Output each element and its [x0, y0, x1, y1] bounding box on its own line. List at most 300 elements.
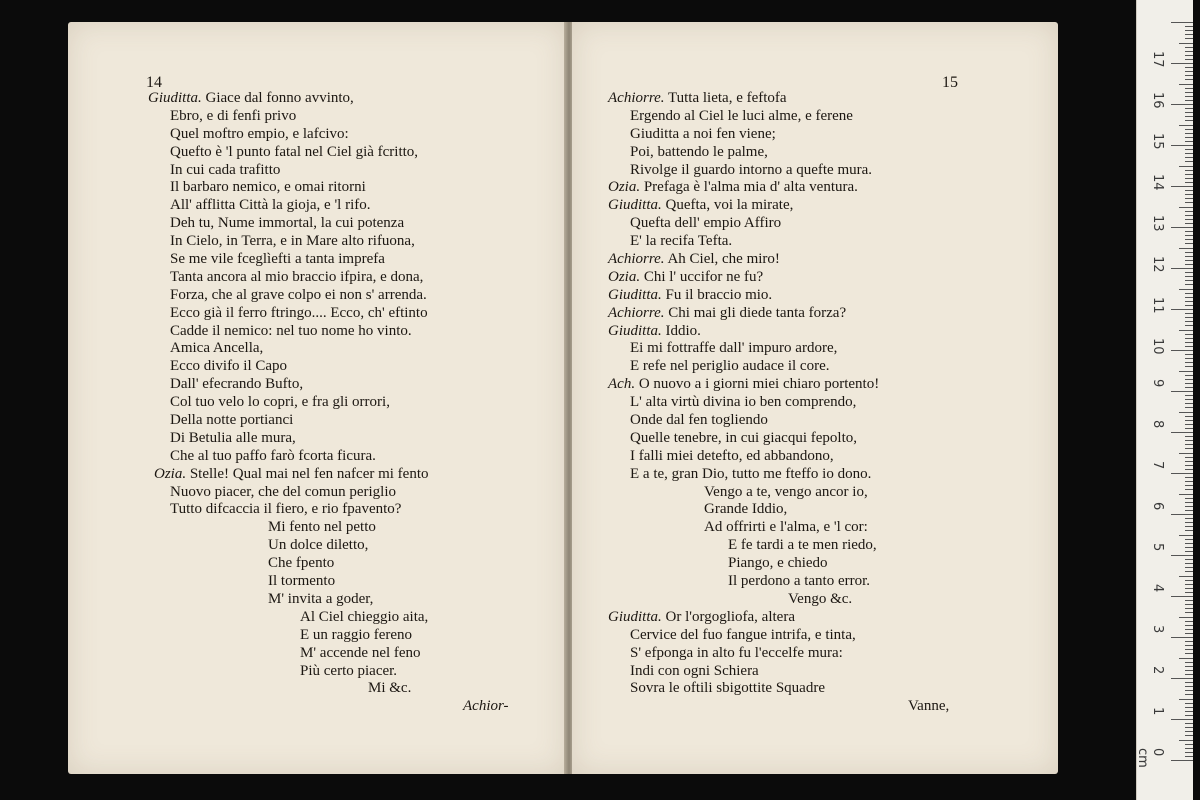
ruler-tick — [1185, 153, 1193, 154]
ruler-tick — [1185, 305, 1193, 306]
ruler-tick — [1185, 88, 1193, 89]
text-line — [148, 555, 509, 573]
ruler-tick — [1179, 494, 1193, 495]
line-text: Mi &c. — [368, 680, 412, 697]
ruler-tick — [1185, 633, 1193, 634]
ruler-tick — [1179, 43, 1193, 44]
ruler-tick — [1185, 215, 1193, 216]
ruler-tick — [1185, 510, 1193, 511]
ruler-tick — [1185, 502, 1193, 503]
line-text: Poi, battendo le palme, — [630, 143, 768, 160]
text-line — [608, 376, 949, 394]
ruler-tick — [1185, 440, 1193, 441]
text-line — [148, 179, 509, 197]
line-text: In Cielo, in Terra, e in Mare alto rifuona, — [170, 233, 415, 250]
line-text: Grande Iddio, — [704, 501, 788, 518]
ruler-tick — [1171, 63, 1193, 64]
line-text: Che al tuo paffo farò fcorta ficura. — [170, 447, 376, 464]
line-text: Ad offrirti e l'alma, e 'l cor: — [704, 519, 868, 536]
speaker-name: Giuditta. — [608, 286, 662, 303]
line-text: Ecco già il ferro ftringo.... Ecco, ch' eftinto — [170, 304, 428, 321]
speaker-name: Ozia. — [608, 268, 641, 285]
text-line — [608, 448, 949, 466]
ruler-tick — [1185, 96, 1193, 97]
ruler-label: 4 — [1150, 584, 1165, 593]
ruler-tick — [1171, 350, 1193, 351]
ruler-tick — [1185, 194, 1193, 195]
ruler-tick — [1185, 30, 1193, 31]
ruler-tick — [1185, 137, 1193, 138]
ruler-tick — [1185, 592, 1193, 593]
ruler-label: 14 — [1150, 174, 1165, 191]
ruler-tick — [1179, 289, 1193, 290]
line-text: Vengo &c. — [788, 590, 853, 607]
ruler-tick — [1185, 612, 1193, 613]
text-line — [608, 591, 949, 609]
ruler-tick — [1185, 55, 1193, 56]
speaker-name: Achiorre. — [608, 90, 665, 106]
ruler-tick — [1179, 699, 1193, 700]
line-text: Quelle tenebre, in cui giacqui fepolto, — [630, 429, 857, 446]
ruler-tick — [1185, 108, 1193, 109]
line-text: Dall' efecrando Bufto, — [170, 376, 304, 393]
line-text: Tanta ancora al mio braccio ifpira, e dona, — [170, 268, 424, 285]
ruler-tick — [1185, 645, 1193, 646]
text-line — [608, 358, 949, 376]
ruler-tick — [1185, 604, 1193, 605]
text-line — [608, 269, 949, 287]
ruler-tick — [1185, 653, 1193, 654]
ruler-tick — [1185, 457, 1193, 458]
ruler-tick — [1185, 301, 1193, 302]
line-text: Quel moftro empio, e lafcivo: — [170, 125, 349, 142]
ruler-tick — [1171, 760, 1193, 761]
line-text: Ecco divifo il Capo — [170, 358, 288, 375]
line-text: Un dolce diletto, — [268, 537, 369, 554]
line-text: Il barbaro nemico, e omai ritorni — [170, 179, 366, 196]
ruler-tick — [1185, 744, 1193, 745]
ruler-tick — [1185, 342, 1193, 343]
ruler-tick — [1185, 235, 1193, 236]
line-text: Il tormento — [268, 573, 336, 590]
text-line — [148, 466, 509, 484]
ruler-tick — [1185, 723, 1193, 724]
ruler-tick — [1185, 141, 1193, 142]
ruler-tick — [1185, 317, 1193, 318]
ruler-tick — [1185, 436, 1193, 437]
ruler-tick — [1185, 690, 1193, 691]
ruler-tick — [1185, 731, 1193, 732]
ruler-tick — [1185, 211, 1193, 212]
ruler-tick — [1185, 51, 1193, 52]
ruler-tick — [1185, 481, 1193, 482]
ruler-tick — [1185, 198, 1193, 199]
ruler-tick — [1171, 22, 1193, 23]
ruler-tick — [1171, 432, 1193, 433]
ruler-tick — [1185, 260, 1193, 261]
text-line — [148, 358, 509, 376]
line-text: Vengo a te, vengo ancor io, — [704, 483, 868, 500]
text-line — [148, 126, 509, 144]
ruler-tick — [1185, 325, 1193, 326]
ruler-tick — [1185, 506, 1193, 507]
ruler-tick — [1185, 379, 1193, 380]
ruler-tick — [1185, 485, 1193, 486]
text-line — [608, 501, 949, 519]
ruler-tick — [1185, 547, 1193, 548]
ruler-tick — [1179, 330, 1193, 331]
line-text: Chi mai gli diede tanta forza? — [664, 304, 847, 321]
ruler-tick — [1185, 407, 1193, 408]
page-number-left: 14 — [146, 74, 162, 91]
line-text: Quefta dell' empio Affiro — [630, 215, 782, 232]
line-text: E refe nel periglio audace il core. — [630, 358, 830, 375]
ruler-tick — [1185, 444, 1193, 445]
ruler-tick — [1185, 588, 1193, 589]
ruler-tick — [1179, 412, 1193, 413]
speaker-name: Giuditta. — [608, 197, 662, 214]
text-line — [608, 484, 949, 502]
page-number-right: 15 — [942, 74, 958, 91]
text-line — [148, 90, 509, 108]
line-text: Il perdono a tanto error. — [728, 573, 871, 590]
ruler-tick — [1179, 371, 1193, 372]
text-line — [148, 501, 509, 519]
line-text: I falli miei detefto, ed abbandono, — [630, 447, 834, 464]
ruler-tick — [1179, 453, 1193, 454]
text-line — [608, 466, 949, 484]
speaker-name: Ozia. — [154, 465, 187, 482]
line-text: M' invita a goder, — [268, 590, 374, 607]
ruler-tick — [1185, 178, 1193, 179]
text-line — [148, 591, 509, 609]
ruler-tick — [1171, 637, 1193, 638]
text-line — [148, 376, 509, 394]
ruler-tick — [1185, 231, 1193, 232]
ruler-tick — [1185, 584, 1193, 585]
text-line — [608, 394, 949, 412]
ruler-tick — [1185, 92, 1193, 93]
ruler-tick — [1185, 559, 1193, 560]
ruler-tick — [1185, 202, 1193, 203]
ruler-tick — [1171, 473, 1193, 474]
ruler-tick — [1179, 658, 1193, 659]
ruler-tick — [1185, 346, 1193, 347]
text-line — [608, 162, 949, 180]
ruler-tick — [1185, 223, 1193, 224]
text-line — [608, 90, 949, 108]
text-line — [148, 287, 509, 305]
ruler-tick — [1185, 448, 1193, 449]
text-line — [608, 609, 949, 627]
line-text: Fu il braccio mio. — [661, 286, 773, 303]
ruler-tick — [1185, 756, 1193, 757]
ruler-tick — [1185, 403, 1193, 404]
text-line — [608, 179, 949, 197]
ruler-tick — [1185, 543, 1193, 544]
ruler-tick — [1185, 694, 1193, 695]
ruler-label: 16 — [1150, 92, 1165, 109]
speaker-name: Ach. — [608, 376, 636, 393]
text-line — [148, 108, 509, 126]
speaker-name: Giuditta. — [608, 322, 662, 339]
line-text: Quefta, voi la mirate, — [661, 197, 794, 214]
ruler-tick — [1185, 133, 1193, 134]
text-line — [148, 519, 509, 537]
ruler-tick — [1185, 416, 1193, 417]
right-page-text — [608, 90, 949, 716]
ruler-tick — [1185, 366, 1193, 367]
line-text: Amica Ancella, — [170, 340, 264, 357]
ruler-tick — [1185, 674, 1193, 675]
ruler-tick — [1185, 67, 1193, 68]
line-text: E a te, gran Dio, tutto me fteffo io dono. — [630, 465, 872, 482]
line-text: Ah Ciel, che miro! — [664, 251, 780, 268]
speaker-name: Giuditta. — [608, 608, 662, 625]
ruler-tick — [1185, 629, 1193, 630]
text-line — [608, 680, 949, 698]
ruler-tick — [1185, 670, 1193, 671]
line-text: Chi l' uccifor ne fu? — [640, 268, 764, 285]
line-text: Quefto è 'l punto fatal nel Ciel già fcritto, — [170, 143, 419, 160]
ruler-tick — [1185, 190, 1193, 191]
text-line — [148, 233, 509, 251]
ruler-tick — [1185, 522, 1193, 523]
text-line — [608, 287, 949, 305]
ruler-tick — [1185, 157, 1193, 158]
ruler-tick — [1185, 280, 1193, 281]
ruler-tick — [1171, 104, 1193, 105]
ruler-tick — [1179, 248, 1193, 249]
ruler-tick — [1185, 735, 1193, 736]
text-line — [148, 251, 509, 269]
ruler-label: 12 — [1150, 256, 1165, 273]
text-line — [148, 162, 509, 180]
ruler-tick — [1171, 309, 1193, 310]
ruler-tick — [1185, 420, 1193, 421]
ruler-label: 13 — [1150, 215, 1165, 232]
ruler-tick — [1185, 149, 1193, 150]
line-text: Ei mi fottraffe dall' impuro ardore, — [630, 340, 838, 357]
text-line — [608, 108, 949, 126]
line-text: Ergendo al Ciel le luci alme, e ferene — [630, 107, 853, 124]
ruler-tick — [1185, 59, 1193, 60]
ruler-tick — [1185, 469, 1193, 470]
text-line — [608, 323, 949, 341]
line-text: Tutto difcaccia il fiero, e rio fpavento? — [170, 501, 402, 518]
text-line — [148, 645, 509, 663]
ruler-label: 5 — [1150, 543, 1165, 552]
text-line — [148, 537, 509, 555]
ruler-tick — [1179, 535, 1193, 536]
ruler-tick — [1185, 243, 1193, 244]
ruler-tick — [1185, 571, 1193, 572]
ruler-tick — [1185, 395, 1193, 396]
ruler-tick — [1185, 182, 1193, 183]
ruler-tick — [1179, 207, 1193, 208]
line-text: Sovra le oftili sbigottite Squadre — [630, 680, 825, 697]
ruler-tick — [1171, 678, 1193, 679]
ruler-tick — [1171, 145, 1193, 146]
ruler-label: 1 — [1150, 707, 1165, 716]
ruler-tick — [1185, 641, 1193, 642]
ruler-tick — [1185, 362, 1193, 363]
text-line — [608, 144, 949, 162]
ruler-tick — [1185, 120, 1193, 121]
ruler-tick — [1185, 75, 1193, 76]
line-text: Che fpento — [268, 555, 335, 572]
text-line — [148, 412, 509, 430]
ruler-tick — [1185, 600, 1193, 601]
ruler-label: 2 — [1150, 666, 1165, 675]
catchword: Achior- — [463, 698, 509, 715]
text-line — [608, 663, 949, 681]
ruler-tick — [1185, 375, 1193, 376]
ruler-tick — [1185, 715, 1193, 716]
line-text: Deh tu, Nume immortal, la cui potenza — [170, 215, 405, 232]
ruler-tick — [1185, 649, 1193, 650]
ruler-tick — [1185, 358, 1193, 359]
text-line — [608, 537, 949, 555]
text-line — [608, 573, 949, 591]
ruler-tick — [1171, 555, 1193, 556]
text-line — [148, 394, 509, 412]
ruler-tick — [1185, 580, 1193, 581]
line-text: Giace dal fonno avvinto, — [201, 90, 354, 106]
ruler-tick — [1179, 166, 1193, 167]
ruler-label: 10 — [1150, 338, 1165, 355]
line-text: Stelle! Qual mai nel fen nafcer mi fento — [186, 465, 429, 482]
ruler-tick — [1171, 596, 1193, 597]
text-line — [148, 144, 509, 162]
text-line — [608, 215, 949, 233]
ruler-tick — [1185, 563, 1193, 564]
ruler-tick — [1185, 424, 1193, 425]
text-line — [148, 269, 509, 287]
ruler-tick — [1185, 129, 1193, 130]
text-line — [148, 215, 509, 233]
ruler-label: 9 — [1150, 379, 1165, 388]
ruler-tick — [1185, 711, 1193, 712]
line-text: O nuovo a i giorni miei chiaro portento! — [635, 376, 880, 393]
ruler-tick — [1171, 186, 1193, 187]
ruler-label: 3 — [1150, 625, 1165, 634]
ruler-tick — [1185, 338, 1193, 339]
line-text: Piango, e chiedo — [728, 555, 828, 572]
ruler-tick — [1185, 71, 1193, 72]
speaker-name: Giuditta. — [148, 90, 202, 106]
speaker-name: Ozia. — [608, 179, 641, 196]
ruler-tick — [1171, 514, 1193, 515]
ruler-tick — [1185, 252, 1193, 253]
right-page — [572, 22, 1058, 774]
ruler-label: 8 — [1150, 420, 1165, 429]
ruler-tick — [1185, 284, 1193, 285]
ruler-tick — [1185, 686, 1193, 687]
text-line — [608, 412, 949, 430]
ruler-tick — [1185, 276, 1193, 277]
line-text: Tutta lieta, e feftofa — [664, 90, 787, 106]
ruler-tick — [1171, 227, 1193, 228]
ruler-tick — [1185, 161, 1193, 162]
ruler-tick — [1185, 38, 1193, 39]
ruler-tick — [1185, 272, 1193, 273]
line-text: Mi fento nel petto — [268, 519, 376, 536]
text-line — [148, 484, 509, 502]
ruler-label: 15 — [1150, 133, 1165, 150]
ruler-tick — [1185, 461, 1193, 462]
ruler-tick — [1185, 666, 1193, 667]
ruler-tick — [1185, 321, 1193, 322]
line-text: Indi con ogni Schiera — [630, 662, 759, 679]
measuring-ruler — [1136, 0, 1193, 800]
ruler-tick — [1179, 740, 1193, 741]
ruler-tick — [1185, 399, 1193, 400]
ruler-tick — [1185, 682, 1193, 683]
ruler-tick — [1185, 383, 1193, 384]
ruler-tick — [1179, 617, 1193, 618]
left-page — [68, 22, 566, 774]
text-line — [608, 126, 949, 144]
line-text: Forza, che al grave colpo ei non s' arrenda. — [170, 286, 427, 303]
ruler-tick — [1171, 719, 1193, 720]
ruler-tick — [1185, 79, 1193, 80]
line-text: S' efponga in alto fu l'eccelfe mura: — [630, 644, 843, 661]
ruler-tick — [1179, 84, 1193, 85]
line-text: M' accende nel feno — [300, 644, 421, 661]
ruler-tick — [1185, 748, 1193, 749]
ruler-tick — [1185, 116, 1193, 117]
text-line — [148, 627, 509, 645]
ruler-label: 7 — [1150, 461, 1165, 470]
ruler-tick — [1185, 539, 1193, 540]
text-line — [148, 197, 509, 215]
ruler-tick — [1185, 489, 1193, 490]
line-text: Giuditta a noi fen viene; — [630, 125, 776, 142]
ruler-label: 6 — [1150, 502, 1165, 511]
text-line — [148, 430, 509, 448]
ruler-tick — [1185, 625, 1193, 626]
catchword: Vanne, — [908, 698, 950, 715]
line-text: Di Betulia alle mura, — [170, 429, 296, 446]
ruler-tick — [1185, 498, 1193, 499]
line-text: Iddio. — [661, 322, 701, 339]
ruler-tick — [1185, 297, 1193, 298]
ruler-tick — [1185, 293, 1193, 294]
ruler-tick — [1185, 551, 1193, 552]
line-text: In cui cada trafitto — [170, 161, 281, 178]
ruler-tick — [1185, 621, 1193, 622]
ruler-label: 17 — [1150, 51, 1165, 68]
text-line — [608, 627, 949, 645]
line-text: Ebro, e di fenfi privo — [170, 107, 297, 124]
text-line — [148, 609, 509, 627]
ruler-tick — [1185, 112, 1193, 113]
speaker-name: Achiorre. — [608, 304, 665, 321]
ruler-tick — [1185, 387, 1193, 388]
text-line — [148, 680, 509, 698]
text-line — [608, 197, 949, 215]
text-line — [608, 645, 949, 663]
ruler-tick — [1185, 256, 1193, 257]
ruler-label: 11 — [1150, 297, 1165, 314]
ruler-tick — [1185, 707, 1193, 708]
line-text: E fe tardi a te men riedo, — [728, 537, 877, 554]
text-line — [148, 663, 509, 681]
line-text: Rivolge il guardo intorno a quefte mura. — [630, 161, 873, 178]
ruler-tick — [1185, 174, 1193, 175]
ruler-tick — [1185, 219, 1193, 220]
